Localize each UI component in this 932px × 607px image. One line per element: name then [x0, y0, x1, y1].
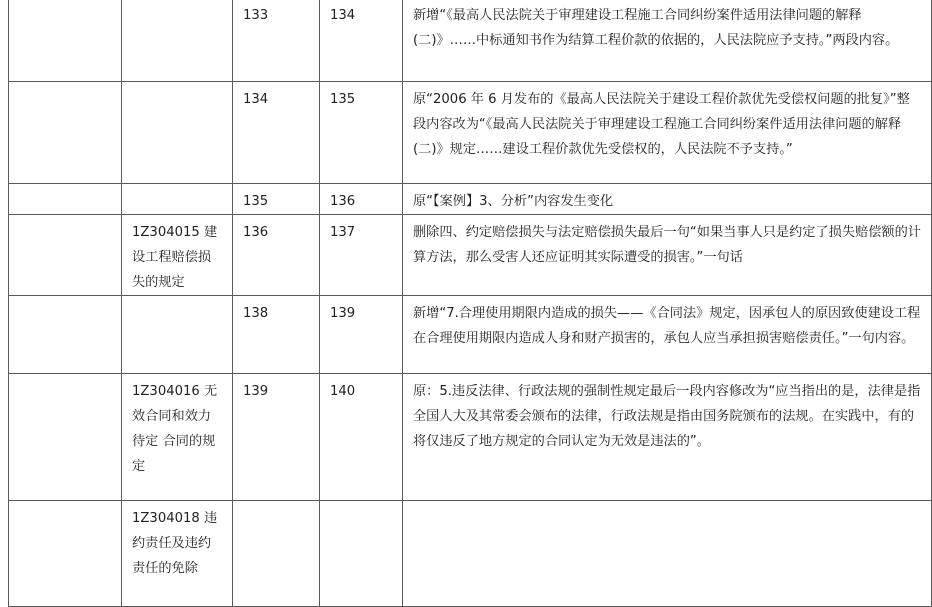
old-page-cell: 136 — [233, 215, 320, 296]
blank-cell — [9, 82, 122, 184]
table-row — [9, 501, 932, 607]
table-row — [9, 184, 932, 215]
blank-cell — [9, 215, 122, 296]
table-row — [9, 215, 932, 296]
old-page-cell: 133 — [233, 0, 320, 82]
old-page-cell: 139 — [233, 374, 320, 501]
new-page-cell: 139 — [320, 296, 403, 374]
old-page-cell: 134 — [233, 82, 320, 184]
description-cell: 新增“7.合理使用期限内造成的损失——《合同法》规定，因承包人的原因致使建设工程在合理使用期限内造成人身和财产损害的，承包人应当承担损害赔偿责任。”一句内容。 — [403, 296, 932, 374]
old-page-cell: 135 — [233, 184, 320, 215]
section-cell: 1Z304015 建设工程赔偿损失的规定 — [122, 215, 233, 296]
description-cell — [403, 501, 932, 607]
description-cell: 新增“《最高人民法院关于审理建设工程施工合同纠纷案件适用法律问题的解释(二)》……中标通知书作为结算工程价款的依据的，人民法院应予支持。”两段内容。 — [403, 0, 932, 82]
section-cell — [122, 296, 233, 374]
new-page-cell: 140 — [320, 374, 403, 501]
section-cell: 1Z304016 无效合同和效力待定 合同的规定 — [122, 374, 233, 501]
section-cell — [122, 0, 233, 82]
table-row — [9, 374, 932, 501]
description-cell: 原“2006 年 6 月发布的《最高人民法院关于建设工程价款优先受偿权问题的批复》”整段内容改为“《最高人民法院关于审理建设工程施工合同纠纷案件适用法律问题的解释(二)》规定……建设工程价款优先受偿权的，人民法院不予支持。” — [403, 82, 932, 184]
change-table — [8, 0, 932, 607]
blank-cell — [9, 374, 122, 501]
old-page-cell — [233, 501, 320, 607]
blank-cell — [9, 184, 122, 215]
table-row — [9, 0, 932, 82]
section-cell — [122, 184, 233, 215]
section-cell: 1Z304018 违约责任及违约责任的免除 — [122, 501, 233, 607]
new-page-cell: 135 — [320, 82, 403, 184]
blank-cell — [9, 0, 122, 82]
blank-cell — [9, 501, 122, 607]
new-page-cell: 134 — [320, 0, 403, 82]
old-page-cell: 138 — [233, 296, 320, 374]
blank-cell — [9, 296, 122, 374]
table-row — [9, 296, 932, 374]
section-cell — [122, 82, 233, 184]
description-cell: 原：5.违反法律、行政法规的强制性规定最后一段内容修改为“应当指出的是，法律是指全国人大及其常委会颁布的法律，行政法规是指由国务院颁布的法规。在实践中，有的将仅违反了地方规定的合同认定为无效是违法的”。 — [403, 374, 932, 501]
new-page-cell — [320, 501, 403, 607]
description-cell: 原“【案例】3、分析”内容发生变化 — [403, 184, 932, 215]
new-page-cell: 137 — [320, 215, 403, 296]
new-page-cell: 136 — [320, 184, 403, 215]
table-row — [9, 82, 932, 184]
description-cell: 删除四、约定赔偿损失与法定赔偿损失最后一句“如果当事人只是约定了损失赔偿额的计算方法，那么受害人还应证明其实际遭受的损害。”一句话 — [403, 215, 932, 296]
